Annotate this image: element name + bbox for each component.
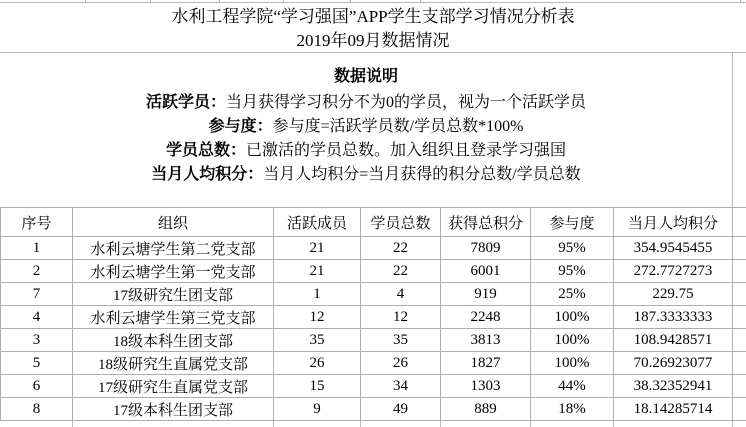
table-cell: 12 bbox=[361, 306, 441, 329]
data-notes-section bbox=[0, 53, 732, 187]
table-cell: 8 bbox=[1, 398, 73, 421]
note-label: 活跃学员： bbox=[145, 94, 226, 111]
table-cell: 7809 bbox=[441, 237, 531, 260]
empty-cell bbox=[733, 329, 746, 352]
table-cell: 6001 bbox=[441, 260, 531, 283]
table-cell: 26 bbox=[274, 352, 361, 375]
table-cell: 9 bbox=[274, 398, 361, 421]
gridline-tick bbox=[350, 0, 351, 3]
empty-column bbox=[733, 208, 746, 237]
gridline-tick bbox=[440, 421, 441, 427]
table-cell: 25% bbox=[531, 283, 614, 306]
table-cell: 2 bbox=[1, 260, 73, 283]
table-cell: 1 bbox=[274, 283, 361, 306]
note-text: 当月获得学习积分不为0的学员，视为一个活跃学员 bbox=[226, 94, 587, 111]
table-cell: 21 bbox=[274, 237, 361, 260]
gridline-tick bbox=[150, 0, 151, 3]
note-active-members bbox=[0, 91, 732, 115]
report-table bbox=[0, 207, 746, 421]
table-cell: 49 bbox=[361, 398, 441, 421]
table-cell: 17级本科生团支部 bbox=[73, 398, 274, 421]
report-subtitle: 2019年09月数据情况 bbox=[296, 31, 450, 50]
table-cell: 70.26923077 bbox=[614, 352, 733, 375]
table-cell: 187.3333333 bbox=[614, 306, 733, 329]
table-cell: 15 bbox=[274, 375, 361, 398]
table-cell: 44% bbox=[531, 375, 614, 398]
table-cell: 水利云塘学生第一党支部 bbox=[73, 260, 274, 283]
table-cell: 22 bbox=[361, 260, 441, 283]
table-cell: 38.32352941 bbox=[614, 375, 733, 398]
gridline-tick bbox=[732, 421, 733, 427]
table-cell: 95% bbox=[531, 260, 614, 283]
table-cell: 100% bbox=[531, 329, 614, 352]
table-cell: 2248 bbox=[441, 306, 531, 329]
table-row bbox=[1, 237, 746, 260]
note-label: 参与度： bbox=[208, 118, 273, 135]
gridline-tick bbox=[273, 421, 274, 427]
table-cell: 26 bbox=[361, 352, 441, 375]
empty-cell bbox=[733, 260, 746, 283]
table-cell: 108.9428571 bbox=[614, 329, 733, 352]
table-cell: 17级研究生团支部 bbox=[73, 283, 274, 306]
table-cell: 4 bbox=[361, 283, 441, 306]
table-row bbox=[1, 352, 746, 375]
table-header-row bbox=[1, 208, 746, 237]
table-cell: 3813 bbox=[441, 329, 531, 352]
table-cell: 4 bbox=[1, 306, 73, 329]
report-title: 水利工程学院“学习强国”APP学生支部学习情况分析表 bbox=[171, 7, 575, 26]
table-cell: 18级本科生团支部 bbox=[73, 329, 274, 352]
table-cell: 1827 bbox=[441, 352, 531, 375]
report-title-block bbox=[0, 4, 746, 53]
table-cell: 272.7727273 bbox=[614, 260, 733, 283]
column-header: 组织 bbox=[73, 208, 274, 237]
empty-cell bbox=[733, 283, 746, 306]
table-cell: 354.9545455 bbox=[614, 237, 733, 260]
table-cell: 229.75 bbox=[614, 283, 733, 306]
note-text: 已激活的学员总数。加入组织且登录学习强国 bbox=[246, 142, 567, 159]
gridline-tick bbox=[85, 0, 86, 3]
table-cell: 12 bbox=[274, 306, 361, 329]
gridline-tick bbox=[420, 0, 421, 3]
table-cell: 35 bbox=[361, 329, 441, 352]
empty-cell bbox=[733, 237, 746, 260]
column-header: 序号 bbox=[1, 208, 73, 237]
notes-heading: 数据说明 bbox=[333, 68, 398, 85]
gridline-tick bbox=[283, 0, 284, 3]
gridline-tick bbox=[219, 0, 220, 3]
column-header: 学员总数 bbox=[361, 208, 441, 237]
table-cell: 6 bbox=[1, 375, 73, 398]
table-cell: 5 bbox=[1, 352, 73, 375]
note-text: 参与度=活跃学员数/学员总数*100% bbox=[272, 118, 524, 135]
note-average-points bbox=[0, 163, 732, 187]
gridline-tick bbox=[613, 421, 614, 427]
table-cell: 919 bbox=[441, 283, 531, 306]
table-row bbox=[1, 306, 746, 329]
table-row bbox=[1, 398, 746, 421]
table-cell: 95% bbox=[531, 237, 614, 260]
gridline-tick bbox=[530, 421, 531, 427]
table-cell: 100% bbox=[531, 306, 614, 329]
empty-cell bbox=[733, 398, 746, 421]
gridline-tick bbox=[740, 0, 741, 3]
table-row bbox=[1, 375, 746, 398]
note-label: 学员总数： bbox=[165, 142, 246, 159]
table-cell: 1 bbox=[1, 237, 73, 260]
empty-cell bbox=[733, 375, 746, 398]
table-cell: 1303 bbox=[441, 375, 531, 398]
table-cell: 35 bbox=[274, 329, 361, 352]
table-cell: 18级研究生直属党支部 bbox=[73, 352, 274, 375]
empty-cell bbox=[733, 352, 746, 375]
table-cell: 34 bbox=[361, 375, 441, 398]
table-cell: 21 bbox=[274, 260, 361, 283]
table-cell: 18% bbox=[531, 398, 614, 421]
column-header: 获得总积分 bbox=[441, 208, 531, 237]
table-row bbox=[1, 260, 746, 283]
table-cell: 22 bbox=[361, 237, 441, 260]
table-cell: 3 bbox=[1, 329, 73, 352]
empty-cell bbox=[733, 306, 746, 329]
gridline-tick bbox=[360, 421, 361, 427]
note-text: 当月人均积分=当月获得的积分总数/学员总数 bbox=[263, 166, 581, 183]
note-participation bbox=[0, 115, 732, 139]
table-cell: 18.14285714 bbox=[614, 398, 733, 421]
table-cell: 100% bbox=[531, 352, 614, 375]
column-header: 参与度 bbox=[531, 208, 614, 237]
table-cell: 7 bbox=[1, 283, 73, 306]
column-header: 活跃成员 bbox=[274, 208, 361, 237]
table-row bbox=[1, 329, 746, 352]
note-label: 当月人均积分： bbox=[151, 166, 264, 183]
table-cell: 889 bbox=[441, 398, 531, 421]
table-row bbox=[1, 283, 746, 306]
note-total-members bbox=[0, 139, 732, 163]
column-header: 当月人均积分 bbox=[614, 208, 733, 237]
top-gridline-remnant bbox=[0, 0, 746, 3]
table-cell: 17级研究生直属党支部 bbox=[73, 375, 274, 398]
table-cell: 水利云塘学生第三党支部 bbox=[73, 306, 274, 329]
gridline-tick bbox=[72, 421, 73, 427]
table-cell: 水利云塘学生第二党支部 bbox=[73, 237, 274, 260]
